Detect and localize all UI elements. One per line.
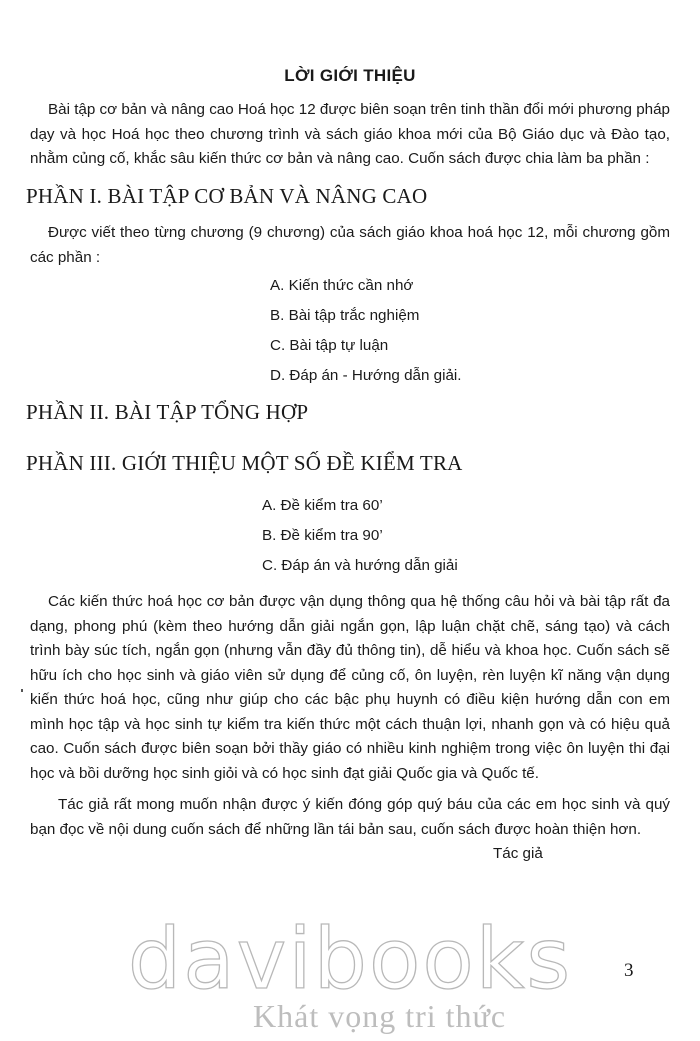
list-item: B. Đề kiểm tra 90’ [262,527,383,544]
page-number: 3 [624,960,634,981]
intro-paragraph-text: Bài tập cơ bản và nâng cao Hoá học 12 được biên soạn trên tinh thần đổi mới phương pháp dạy và học Hoá học theo chương trình và sách giáo khoa mới của Bộ Giáo dục và Đào tạo, nhằm củng cố, khắc sâu kiến thức cơ bản và nâng cao. Cuốn sách được chia làm ba phần : [30,101,670,167]
scan-speck [21,689,23,692]
body-paragraph [30,590,670,786]
author-signature: Tác giả [493,845,543,862]
part1-description-text: Được viết theo từng chương (9 chương) của sách giáo khoa hoá học 12, mỗi chương gồm các phần : [30,224,670,266]
closing-paragraph-text: Tác giả rất mong muốn nhận được ý kiến đóng góp quý báu của các em học sinh và quý bạn đọc về nội dung cuốn sách để những lần tái bản sau, cuốn sách được hoàn thiện hơn. [30,796,670,838]
page-title: LỜI GIỚI THIỆU [284,66,416,85]
watermark-slogan: Khát vọng tri thức [253,998,507,1034]
list-item: A. Kiến thức cần nhớ [270,277,414,294]
closing-paragraph [30,793,670,842]
part1-list [270,271,462,391]
intro-paragraph [30,98,670,172]
list-item: A. Đề kiểm tra 60’ [262,497,383,514]
part3-heading: PHẦN III. GIỚI THIỆU MỘT SỐ ĐỀ KIỂM TRA [26,451,463,475]
list-item: C. Bài tập tự luận [270,337,389,354]
body-paragraph-text: Các kiến thức hoá học cơ bản được vận dụng thông qua hệ thống câu hỏi và bài tập rất đa dạng, phong phú (kèm theo hướng dẫn giải ngắn gọn, lập luận chặt chẽ, sáng tạo) và cách trình bày súc tích, ngắn gọn (nhưng vẫn đầy đủ thông tin), dễ hiểu và khoa học. Cuốn sách sẽ hữu ích cho học sinh và giáo viên sử dụng để củng cố, ôn luyện, rèn luyện kĩ năng vận dụng kiến thức hoá học, cũng như giúp cho các bậc phụ huynh có điều kiện hướng dẫn con em mình học tập và học sinh tự kiểm tra kiến thức một cách thuận lợi, nhanh gọn và có hiệu quả cao. Cuốn sách được biên soạn bởi thầy giáo có nhiều kinh nghiệm trong việc ôn luyện thi đại học và bồi dưỡng học sinh giỏi và có học sinh đạt giải Quốc gia và Quốc tế. [30,593,670,782]
list-item: C. Đáp án và hướng dẫn giải [262,557,458,574]
list-item: B. Bài tập trắc nghiệm [270,307,420,324]
part1-heading: PHẦN I. BÀI TẬP CƠ BẢN VÀ NÂNG CAO [26,184,428,208]
watermark-brand: davibooks [127,910,573,1008]
part3-list [262,491,458,581]
list-item: D. Đáp án - Hướng dẫn giải. [270,367,462,384]
part1-description [30,221,670,270]
part2-heading: PHẦN II. BÀI TẬP TỔNG HỢP [26,400,309,424]
